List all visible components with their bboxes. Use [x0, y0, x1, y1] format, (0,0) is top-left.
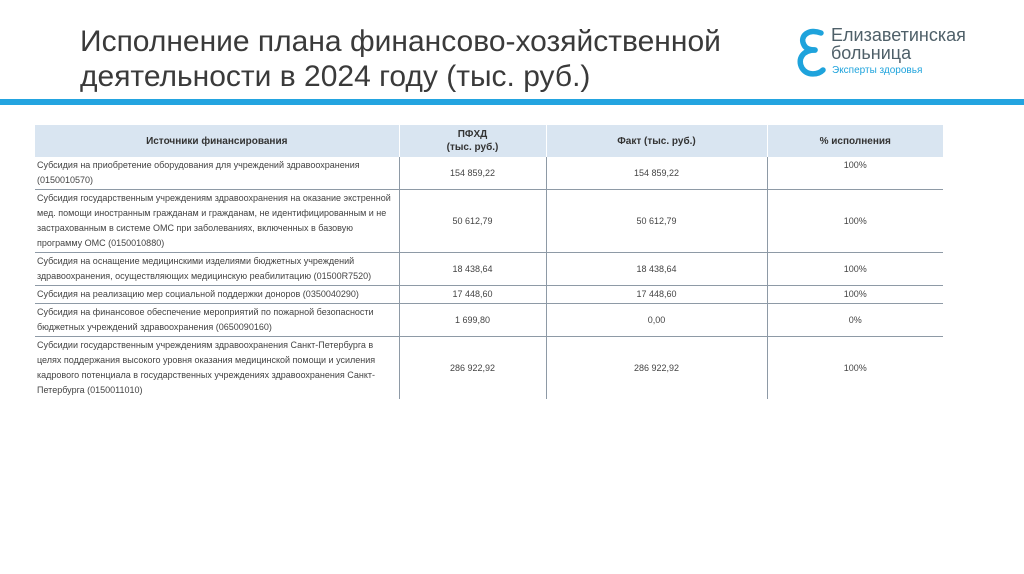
logo-name-line-2: больница: [831, 43, 912, 63]
cell-percent: 100%: [767, 190, 943, 253]
accent-divider: [0, 99, 1024, 105]
column-header-percent: % исполнения: [767, 125, 943, 157]
cell-percent: 0%: [767, 304, 943, 337]
page-title-line-2: деятельности в 2024 году (тыс. руб.): [80, 60, 591, 93]
table-row: [35, 157, 943, 190]
cell-fact: 50 612,79: [546, 190, 767, 253]
cell-percent: 100%: [767, 286, 943, 304]
hospital-logo: [795, 26, 995, 80]
cell-pfhd: 286 922,92: [399, 337, 546, 400]
cell-percent: 100%: [767, 253, 943, 286]
cell-percent: 100%: [843, 362, 867, 373]
table-row: [35, 190, 943, 253]
table-header-row: [35, 125, 943, 157]
table-row: [35, 337, 943, 400]
cell-source: Субсидия на приобретение оборудования для учреждений здравоохранения (0150010570): [35, 157, 399, 190]
financing-table: [35, 125, 943, 399]
cell-fact: 154 859,22: [546, 157, 767, 190]
column-header-fact: Факт (тыс. руб.): [546, 125, 767, 157]
cell-pfhd: 154 859,22: [399, 157, 546, 190]
cell-source: Субсидия на оснащение медицинскими изделиями бюджетных учреждений здравоохранения, осуществляющих медицинскую реабилитацию (01500R7520): [35, 253, 399, 286]
column-header-source: Источники финансирования: [35, 125, 399, 157]
cell-fact: 286 922,92: [546, 337, 767, 400]
logo-tagline: Эксперты здоровья: [832, 65, 923, 76]
cell-source: Субсидия государственным учреждениям здравоохранения на оказание экстренной мед. помощи иностранным гражданам и гражданам, не идентифицированным и не застрахованным в системе ОМС при заболеваниях, включенных в базовую программу ОМС (0150010880): [35, 190, 399, 253]
cell-source: Субсидия на реализацию мер социальной поддержки доноров (0350040290): [35, 286, 399, 304]
cell-fact: 0,00: [546, 304, 767, 337]
page-title: [80, 24, 721, 94]
table-row: [35, 286, 943, 304]
cell-source: Субсидии государственным учреждениям здравоохранения Санкт-Петербурга в целях поддержания высокого уровня оказания медицинской помощи и усиления кадрового потенциала в государственных учреждениях здравоохранения Санкт-Петербурга (0150011010): [35, 337, 399, 400]
cell-fact: 17 448,60: [546, 286, 767, 304]
column-header-pfhd: [399, 125, 546, 157]
table-row: [35, 253, 943, 286]
cell-pfhd: 1 699,80: [399, 304, 546, 337]
cell-pfhd: 50 612,79: [399, 190, 546, 253]
cell-percent: 100%: [767, 157, 943, 190]
column-header-pfhd-line-1: ПФХД: [457, 129, 488, 140]
cell-fact: 18 438,64: [546, 253, 767, 286]
cell-pfhd: 17 448,60: [399, 286, 546, 304]
column-header-pfhd-line-2: (тыс. руб.): [446, 142, 499, 153]
logo-name: [831, 26, 966, 62]
table-row: [35, 304, 943, 337]
logo-name-line-1: Елизаветинская: [831, 25, 966, 45]
stylized-letter-e-icon: [795, 26, 827, 78]
cell-source: Субсидия на финансовое обеспечение мероприятий по пожарной безопасности бюджетных учреждений здравоохранения (0650090160): [35, 304, 399, 337]
page-title-line-1: Исполнение плана финансово-хозяйственной: [80, 25, 721, 58]
cell-pfhd: 18 438,64: [399, 253, 546, 286]
